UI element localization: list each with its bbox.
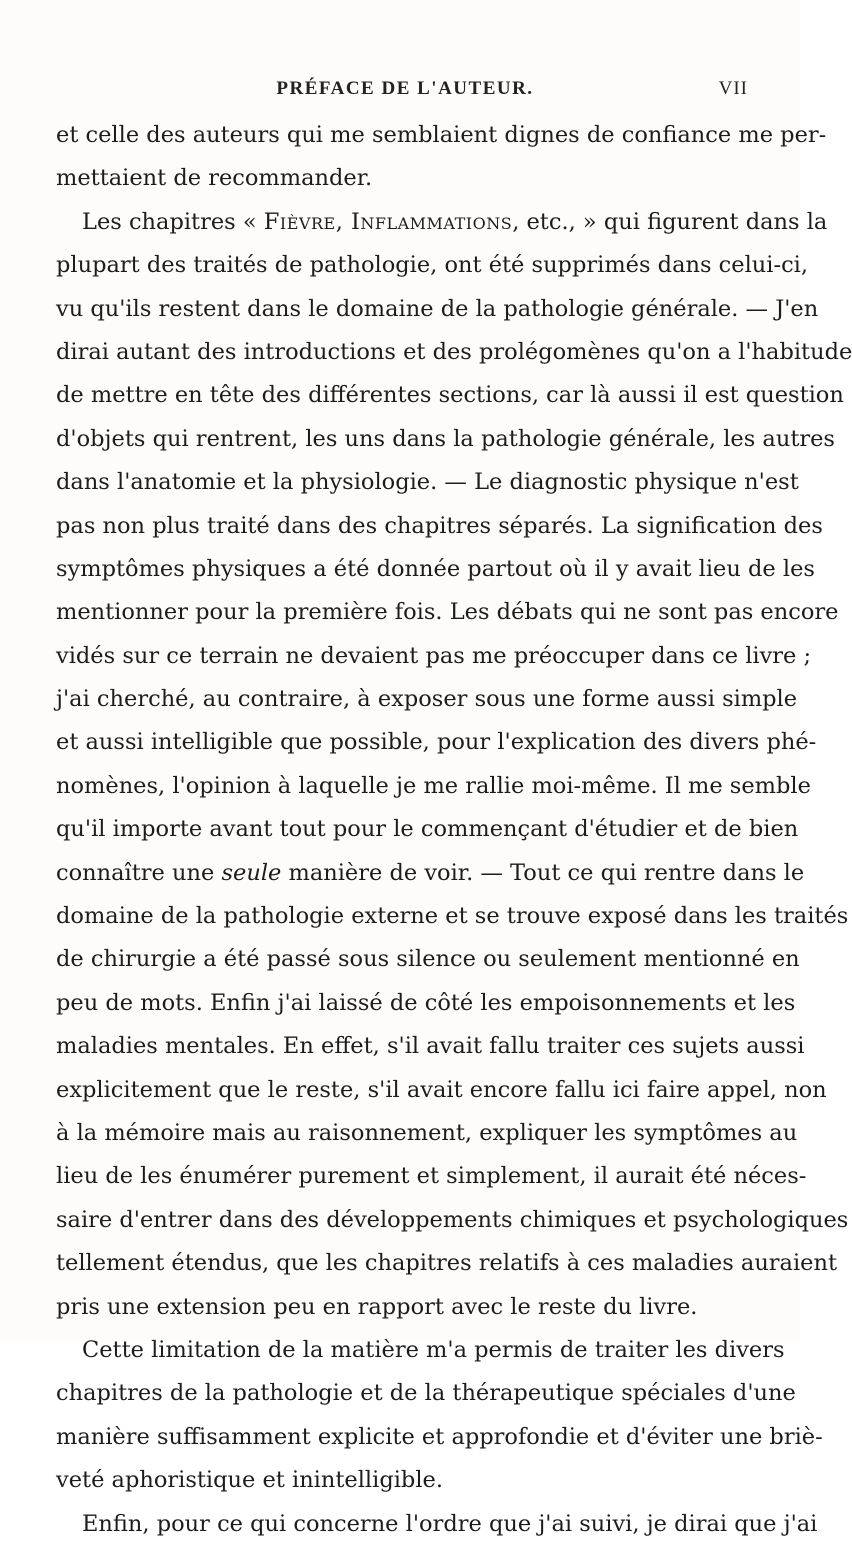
text-line: pris une extension peu en rapport avec le reste du livre. (56, 1293, 698, 1320)
running-title: PRÉFACE DE L'AUTEUR. (276, 78, 534, 99)
text-line: manière suffisamment explicite et approfondie et d'éviter une briè- (56, 1423, 823, 1450)
text-line: de mettre en tête des différentes sections, car là aussi il est question (56, 382, 844, 409)
body-text (56, 114, 852, 1546)
text-line: peu de mots. Enfin j'ai laissé de côté les empoisonnements et les (56, 989, 796, 1016)
text-line: qu'il importe avant tout pour le commençant d'étudier et de bien (56, 816, 799, 843)
text-line: et aussi intelligible que possible, pour l'explication des divers phé- (56, 729, 817, 756)
text-line: à la mémoire mais au raisonnement, expliquer les symptômes au (56, 1119, 798, 1146)
text-line: chapitres de la pathologie et de la thérapeutique spéciales d'une (56, 1380, 796, 1407)
small-caps-term: Fièvre, Inflammations (263, 208, 513, 235)
text-line: pas non plus traité dans des chapitres séparés. La signification des (56, 512, 823, 539)
text-line: j'ai cherché, au contraire, à exposer sous une forme aussi simple (56, 686, 798, 713)
text-line: domaine de la pathologie externe et se trouve exposé dans les traités (56, 903, 849, 930)
text-line: Cette limitation de la matière m'a permis de traiter les divers (82, 1336, 785, 1363)
text-line: vu qu'ils restent dans le domaine de la pathologie générale. — J'en (56, 295, 819, 322)
text-line: de chirurgie a été passé sous silence ou seulement mentionné en (56, 946, 800, 973)
text-line: Les chapitres « Fièvre, Inflammations, etc., » qui figurent dans la (82, 208, 828, 235)
text-line: saire d'entrer dans des développements chimiques et psychologiques (56, 1206, 849, 1233)
running-head (60, 78, 750, 108)
text-line: d'objets qui rentrent, les uns dans la pathologie générale, les autres (56, 425, 835, 452)
text-line: connaître une seule manière de voir. — Tout ce qui rentre dans le (56, 859, 805, 886)
text-line: lieu de les énumérer purement et simplement, il aurait été néces- (56, 1163, 807, 1190)
text-line: veté aphoristique et inintelligible. (56, 1467, 443, 1494)
text-line: symptômes physiques a été donnée partout où il y avait lieu de les (56, 555, 815, 582)
emphasized-word: seule (221, 859, 282, 886)
text-line: vidés sur ce terrain ne devaient pas me préoccuper dans ce livre ; (56, 642, 812, 669)
text-line: mentionner pour la première fois. Les débats qui ne sont pas encore (56, 599, 839, 626)
text-line: dirai autant des introductions et des prolégomènes qu'on a l'habitude (56, 338, 852, 365)
text-line: nomènes, l'opinion à laquelle je me rallie moi-même. Il me semble (56, 772, 811, 799)
text-line: et celle des auteurs qui me semblaient dignes de confiance me per- (56, 122, 827, 148)
text-line: tellement étendus, que les chapitres relatifs à ces maladies auraient (56, 1250, 838, 1277)
text-line: plupart des traités de pathologie, ont été supprimés dans celui-ci, (56, 252, 809, 279)
text-line: dans l'anatomie et la physiologie. — Le diagnostic physique n'est (56, 469, 799, 496)
text-line: mettaient de recommander. (56, 165, 373, 192)
text-line: explicitement que le reste, s'il avait encore fallu ici faire appel, non (56, 1076, 827, 1103)
page-number: VII (718, 78, 748, 99)
text-line: Enfin, pour ce qui concerne l'ordre que j'ai suivi, je dirai que j'ai (82, 1510, 818, 1537)
text-line: maladies mentales. En effet, s'il avait fallu traiter ces sujets aussi (56, 1033, 805, 1060)
